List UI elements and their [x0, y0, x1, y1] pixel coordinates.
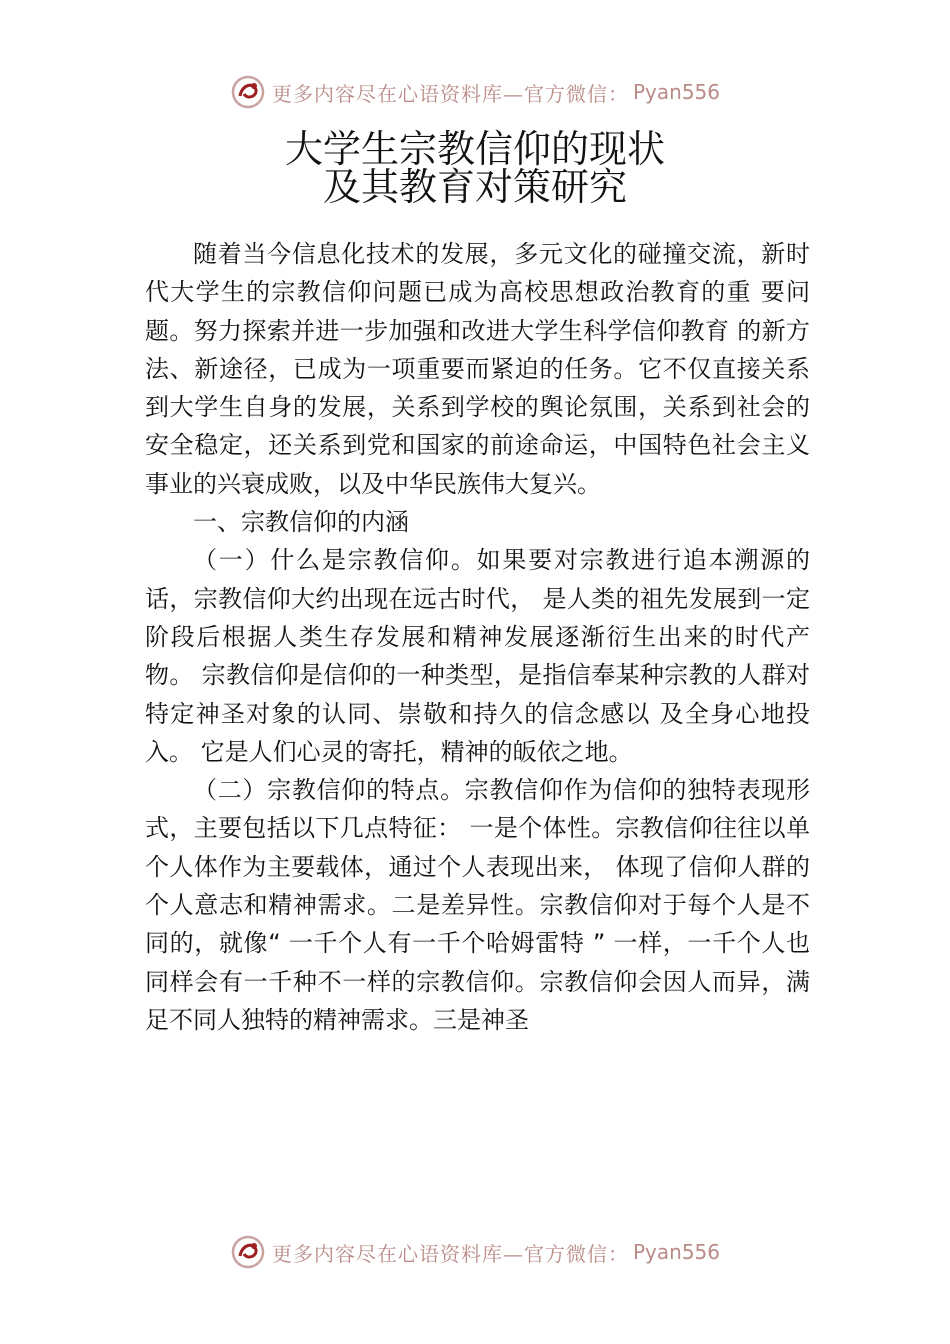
document-body	[145, 235, 810, 1039]
wechat-id: Pyan556	[632, 80, 720, 104]
paragraph-characteristics: （二）宗教信仰的特点。宗教信仰作为信仰的独特表现形式，主要包括以下几点特征： 一是个体性。宗教信仰往往以单个人体作为主要载体，通过个人表现出来， 体现了信仰人群的个人意志和精神需求。二是差异性。宗教信仰对于每个人是不同的，就像“ 一千个人有一千个哈姆雷特 ” 一样，一千个人也同样会有一千种不一样的宗教信仰。宗教信仰会因人而异，满足不同人独特的精神需求。三是神圣	[145, 776, 810, 1034]
swirl-logo-icon	[230, 1234, 266, 1270]
banner-text: 更多内容尽在心语资料库—官方微信：	[271, 81, 629, 106]
banner-text: 更多内容尽在心语资料库—官方微信：	[271, 1241, 629, 1266]
document-title	[0, 127, 950, 209]
wechat-id: Pyan556	[632, 1240, 720, 1264]
header-banner	[0, 72, 950, 112]
intro-paragraph: 随着当今信息化技术的发展，多元文化的碰撞交流，新时代大学生的宗教信仰问题已成为高校思想政治教育的重 要问题。努力探索并进一步加强和改进大学生科学信仰教育 的新方法、新途径，已成为一项重要而紧迫的任务。它不仅直接关系到大学生自身的发展，关系到学校的舆论氛围，关系到社会的安全稳定，还关系到党和国家的前途命运，中国特色社会主义事业的兴衰成败，以及中华民族伟大复兴。	[145, 240, 810, 498]
footer-banner	[0, 1232, 950, 1272]
title-line-2: 及其教育对策研究	[322, 165, 627, 209]
paragraph-what-is-religious-belief: （一）什么是宗教信仰。如果要对宗教进行追本溯源的话，宗教信仰大约出现在远古时代， 是人类的祖先发展到一定阶段后根据人类生存发展和精神发展逐渐衍生出来的时代产物。 宗教信仰是信仰的一种类型，是指信奉某种宗教的人群对特定神圣对象的认同、崇敬和持久的信念感以 及全身心地投入。 它是人们心灵的寄托，精神的皈依之地。	[145, 546, 810, 766]
swirl-logo-icon	[230, 74, 266, 110]
title-line-1: 大学生宗教信仰的现状	[284, 127, 665, 171]
section-heading: 一、宗教信仰的内涵	[193, 508, 409, 537]
